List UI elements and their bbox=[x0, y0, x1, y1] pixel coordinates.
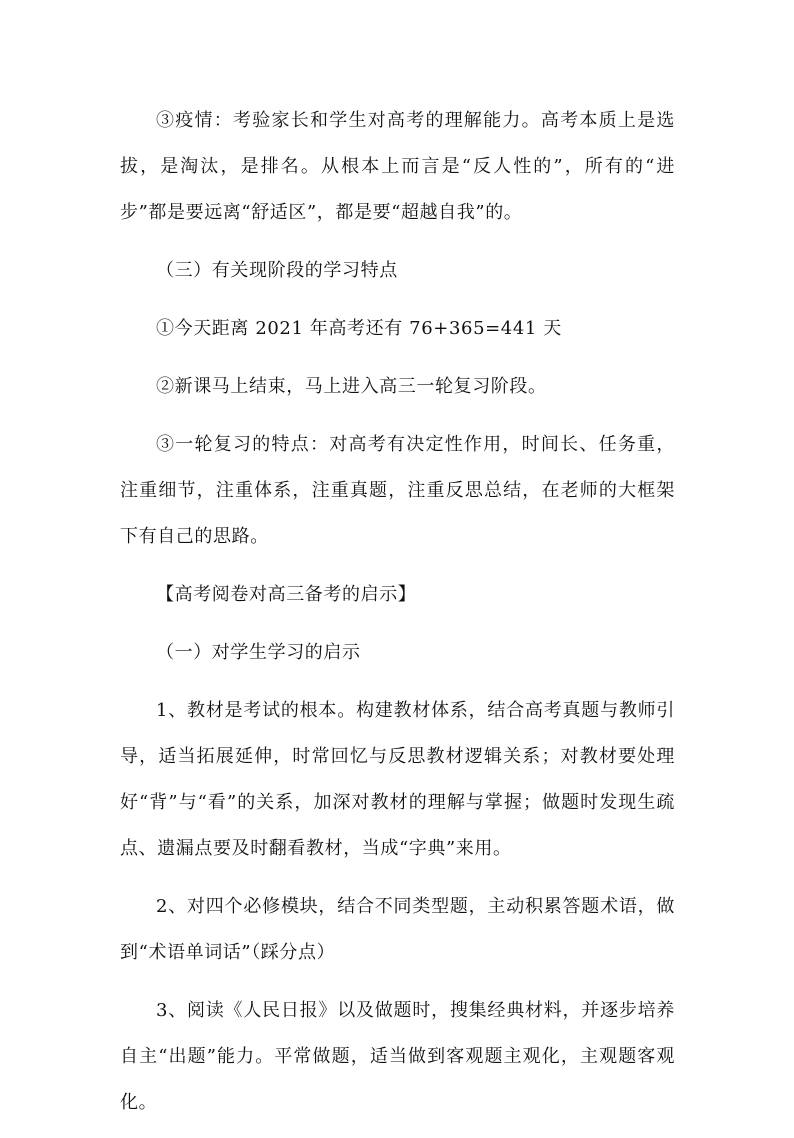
paragraph-item-1: 1、教材是考试的根本。构建教材体系，结合高考真题与教师引导，适当拓展延伸，时常回忆与反思教材逻辑关系；对教材要处理好“背”与“看”的关系，加深对教材的理解与掌握；做题时发现生疏点、遗漏点要及时翻看教材，当成“字典”来用。 bbox=[120, 700, 675, 859]
paragraph-item-2: 2、对四个必修模块，结合不同类型题，主动积累答题术语，做到“术语单词话”（踩分点） bbox=[120, 896, 675, 963]
section-heading-student-insights: （一）对学生学习的启示 bbox=[156, 642, 361, 663]
paragraph-item-3: 3、阅读《人民日报》以及做题时，搜集经典材料，并逐步培养自主“出题”能力。平常做题，适当做到客观题主观化，主观题客观化。 bbox=[120, 1000, 675, 1113]
section-title-grading-insights: 【高考阅卷对高三备考的启示】 bbox=[156, 584, 417, 605]
paragraph-review-features: ③一轮复习的特点：对高考有决定性作用，时间长、任务重，注重细节，注重体系，注重真题，注重反思总结，在老师的大框架下有自己的思路。 bbox=[120, 434, 675, 547]
paragraph-epidemic: ③疫情：考验家长和学生对高考的理解能力。高考本质上是选拔，是淘汰，是排名。从根本上而言是“反人性的”，所有的“进步”都是要远离“舒适区”，都是要“超越自我”的。 bbox=[120, 110, 675, 223]
document-body bbox=[120, 98, 675, 1138]
section-heading-current-stage: （三）有关现阶段的学习特点 bbox=[156, 260, 398, 281]
paragraph-new-course: ②新课马上结束，马上进入高三一轮复习阶段。 bbox=[156, 376, 547, 397]
paragraph-days-until-exam: ①今天距离 2021 年高考还有 76+365=441 天 bbox=[156, 318, 562, 339]
